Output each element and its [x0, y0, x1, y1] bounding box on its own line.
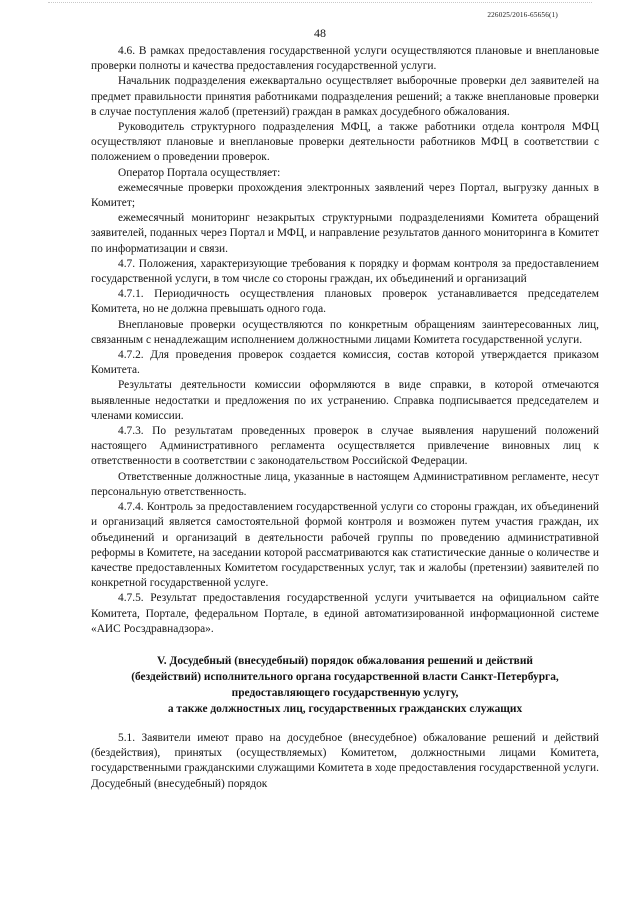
- paragraph-mfc-control: Руководитель структурного подразделения МФЦ, а также работники отдела контроля МФЦ осуществляют плановые и внеплановые проверки деятельности работников МФЦ в соответствии с положением о проведении проверок.: [91, 121, 599, 164]
- paragraph-4-7-1: 4.7.1. Периодичность осуществления плановых проверок устанавливается председателем Комитета, но не должна превышать одного года.: [91, 288, 599, 316]
- paragraph-commission-results: Результаты деятельности комиссии оформляются в виде справки, в которой отмечаются выявленные недостатки и предложения по их устранению. Справка подписывается председателем и членами комиссии.: [91, 379, 599, 422]
- paragraph-4-7-3: 4.7.3. По результатам проведенных проверок в случае выявления нарушений положений настоящего Административного регламента осуществляется привлечение виновных лиц к ответственности в соответствии с законодательством Российской Федерации.: [91, 425, 599, 468]
- paragraph-4-7: 4.7. Положения, характеризующие требования к порядку и формам контроля за предоставлением государственной услуги, в том числе со стороны граждан, их объединений и организаций: [91, 257, 599, 286]
- scan-edge-line: [48, 2, 592, 4]
- paragraph-monthly-monitoring: ежемесячный мониторинг незакрытых структурными подразделениями Комитета обращений заявителей, поданных через Портал и МФЦ, и направление результатов данного мониторинга в Комитет по информатизации и связи.: [91, 212, 599, 255]
- section-heading-line: предоставляющего государственную услугу,: [231, 686, 459, 699]
- paragraph-4-7-4: 4.7.4. Контроль за предоставлением государственной услуги со стороны граждан, их объединений и организаций является самостоятельной формой контроля и возможен путем участия граждан, их объединений и организаций в деятельности рабочей группы по проведению административной реформы в Комитете, на заседании которой рассматриваются как статистические данные о количестве и качестве предоставленных Комитетом государственных услуг, так и жалобы (претензии) заявителей по конкретной государственной услуге.: [91, 501, 599, 590]
- paragraph-4-7-2: 4.7.2. Для проведения проверок создается комиссия, состав которой утверждается приказом Комитета.: [91, 349, 599, 377]
- paragraph-inspections-head: Начальник подразделения ежеквартально осуществляет выборочные проверки дел заявителей на предмет правильности принятия работниками подразделения решений; а также внеплановые проверки в случае поступления жалоб (претензий) граждан в рамках досудебного обжалования.: [91, 75, 599, 118]
- section-heading-line: (бездействий) исполнительного органа государственной власти Санкт-Петербурга,: [131, 670, 559, 683]
- section-heading: [91, 653, 599, 717]
- paragraph-monthly-checks: ежемесячные проверки прохождения электронных заявлений через Портал, выгрузку данных в Комитет;: [91, 181, 599, 210]
- page-number: 48: [314, 26, 326, 40]
- section-heading-line: а также должностных лиц, государственных гражданских служащих: [167, 702, 523, 715]
- section-heading-line: V. Досудебный (внесудебный) порядок обжалования решений и действий: [157, 654, 533, 667]
- paragraph-responsibility: Ответственные должностные лица, указанные в настоящем Административном регламенте, несут персональную ответственность.: [91, 470, 599, 498]
- paragraph-4-6: 4.6. В рамках предоставления государственной услуги осуществляются плановые и внеплановые проверки полноты и качества предоставления государственной услуги.: [91, 45, 599, 73]
- paragraph-unscheduled-checks: Внеплановые проверки осуществляются по конкретным обращениям заинтересованных лиц, связанным с ненадлежащим исполнением должностными лицами Комитета государственной услуги.: [91, 318, 599, 346]
- paragraph-portal-operator: Оператор Портала осуществляет:: [118, 166, 281, 179]
- paragraph-5-1: 5.1. Заявители имеют право на досудебное (внесудебное) обжалование решений и действий (бездействия), принятых (осуществляемых) Комитетом, должностными лицами Комитета, государственными гражданскими служащими Комитета в ходе предоставления государственной услуги. Досудебный (внесудебный) порядок: [91, 731, 599, 790]
- document-body: [91, 44, 599, 792]
- paragraph-4-7-5: 4.7.5. Результат предоставления государственной услуги учитывается на официальном сайте Комитета, Портале, федеральном Портале, в единой автоматизированной информационной системе «АИС Росздравнадзора».: [91, 592, 599, 635]
- document-id: 226025/2016-65656(1): [487, 11, 558, 19]
